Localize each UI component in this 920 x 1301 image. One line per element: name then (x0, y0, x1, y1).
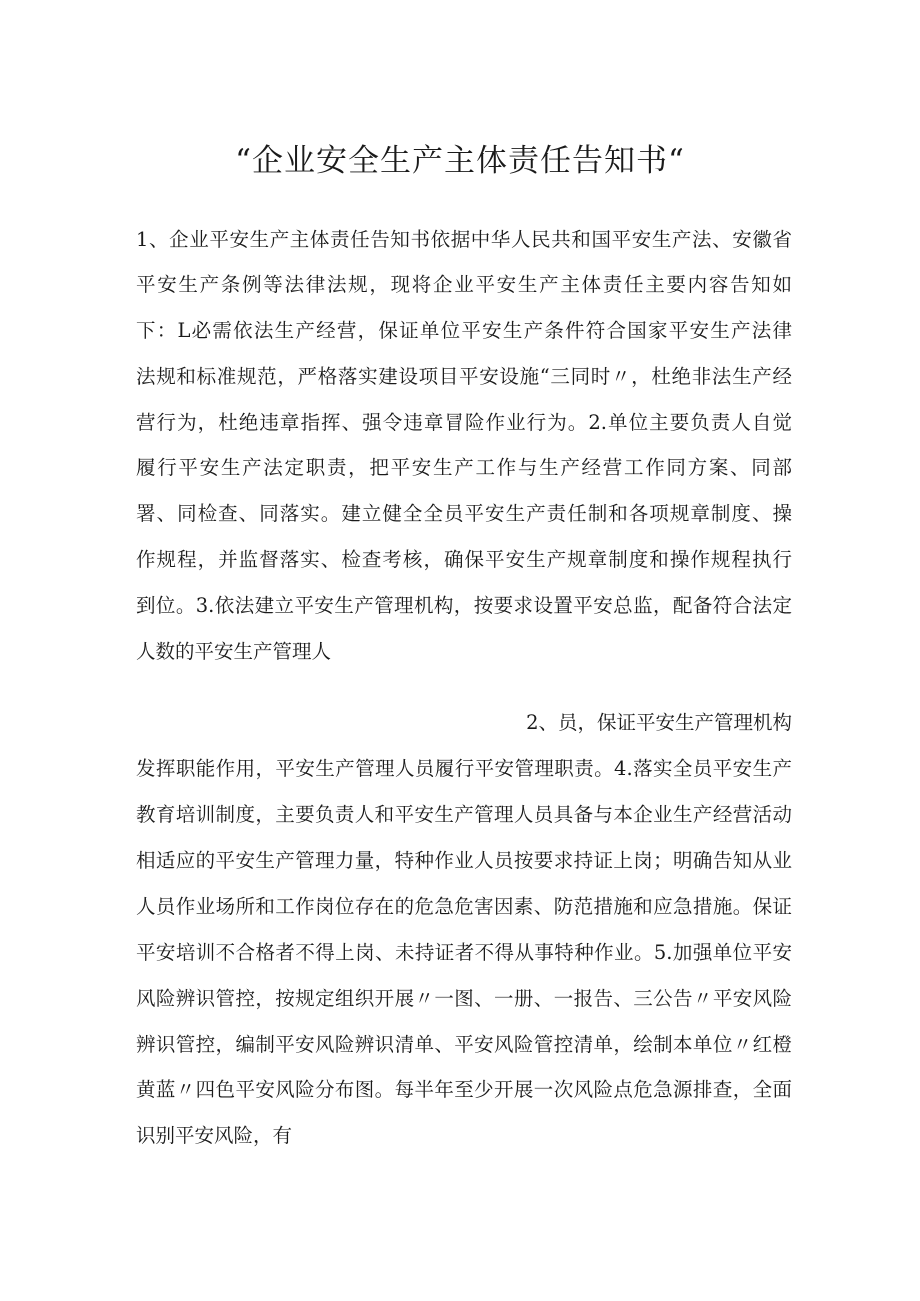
paragraph-line: 署、同检查、同落实。建立健全全员平安生产责任制和各项规章制度、操 (136, 502, 792, 525)
paragraph-line: 人员作业场所和工作岗位存在的危急危害因素、防范措施和应急措施。保证 (136, 895, 792, 918)
paragraph-line: 风险辨识管控，按规定组织开展〃一图、一册、一报告、三公告〃平安风险 (136, 987, 792, 1010)
paragraph-line: 法规和标准规范，严格落实建设项目平安设施“三同时〃，杜绝非法生产经 (136, 365, 792, 388)
paragraph-line: 教育培训制度，主要负责人和平安生产管理人员具备与本企业生产经营活动 (136, 803, 792, 826)
paragraph-line: 到位。3.依法建立平安生产管理机构，按要求设置平安总监，配备符合法定 (136, 594, 792, 617)
paragraph-line: 下：L必需依法生产经营，保证单位平安生产条件符合国家平安生产法律 (136, 319, 792, 342)
paragraph-line: 发挥职能作用，平安生产管理人员履行平安管理职责。4.落实全员平安生产 (136, 757, 792, 780)
paragraph-line: 相适应的平安生产管理力量，特种作业人员按要求持证上岗；明确告知从业 (136, 849, 792, 872)
paragraph-line: 辨识管控，编制平安风险辨识清单、平安风险管控清单，绘制本单位〃红橙 (136, 1033, 792, 1056)
paragraph-line: 1、企业平安生产主体责任告知书依据中华人民共和国平安生产法、安徽省 (136, 228, 792, 251)
paragraph-line: 识别平安风险，有 (136, 1124, 293, 1147)
paragraph-line: 2、员，保证平安生产管理机构 (526, 711, 792, 734)
paragraph-line: 履行平安生产法定职责，把平安生产工作与生产经营工作同方案、同部 (136, 456, 792, 479)
document-title: “企业安全生产主体责任告知书“ (235, 143, 685, 179)
paragraph-line: 平安培训不合格者不得上岗、未持证者不得从事特种作业。5.加强单位平安 (136, 941, 792, 964)
paragraph-line: 黄蓝〃四色平安风险分布图。每半年至少开展一次风险点危急源排查，全面 (136, 1078, 792, 1101)
paragraph-line: 营行为，杜绝违章指挥、强令违章冒险作业行为。2.单位主要负责人自觉 (136, 411, 792, 434)
paragraph-line: 作规程，并监督落实、检查考核，确保平安生产规章制度和操作规程执行 (136, 548, 792, 571)
paragraph-line: 人数的平安生产管理人 (136, 640, 332, 663)
paragraph-line: 平安生产条例等法律法规，现将企业平安生产主体责任主要内容告知如 (136, 273, 792, 296)
